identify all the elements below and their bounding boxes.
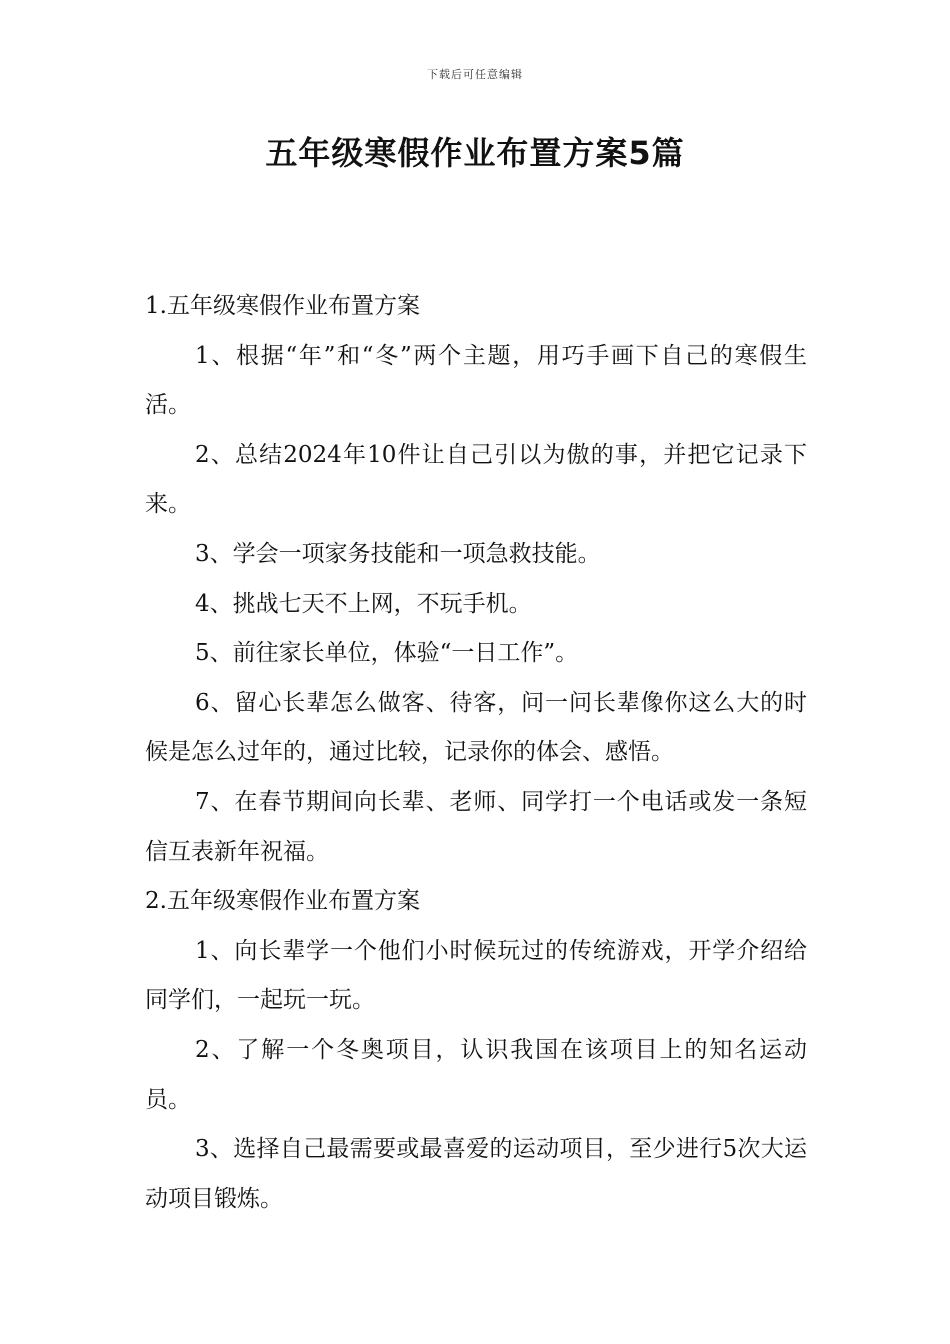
list-item: 1、根据“年”和“冬”两个主题，用巧手画下自己的寒假生活。 — [145, 342, 807, 419]
list-item: 5、前往家长单位，体验“一日工作”。 — [195, 640, 579, 667]
section-heading: 2.五年级寒假作业布置方案 — [145, 888, 420, 915]
section-heading: 1.五年级寒假作业布置方案 — [145, 293, 420, 319]
document-title: 五年级寒假作业布置方案5篇 — [265, 134, 685, 172]
list-item: 1、向长辈学一个他们小时候玩过的传统游戏，开学介绍给同学们，一起玩一玩。 — [145, 937, 807, 1014]
header-note: 下载后可任意编辑 — [427, 68, 523, 81]
list-item: 2、总结2024年10件让自己引以为傲的事，并把它记录下来。 — [145, 441, 807, 518]
list-item: 6、留心长辈怎么做客、待客，问一问长辈像你这么大的时候是怎么过年的，通过比较，记录你的体会、感悟。 — [145, 689, 807, 766]
list-item: 2、了解一个冬奥项目，认识我国在该项目上的知名运动员。 — [145, 1036, 807, 1113]
document-body — [145, 282, 807, 1224]
list-item: 7、在春节期间向长辈、老师、同学打一个电话或发一条短信互表新年祝福。 — [145, 788, 807, 865]
list-item: 3、选择自己最需要或最喜爱的运动项目，至少进行5次大运动项目锻炼。 — [145, 1136, 807, 1212]
list-item: 3、学会一项家务技能和一项急救技能。 — [195, 540, 601, 567]
list-item: 4、挑战七天不上网，不玩手机。 — [195, 590, 532, 617]
